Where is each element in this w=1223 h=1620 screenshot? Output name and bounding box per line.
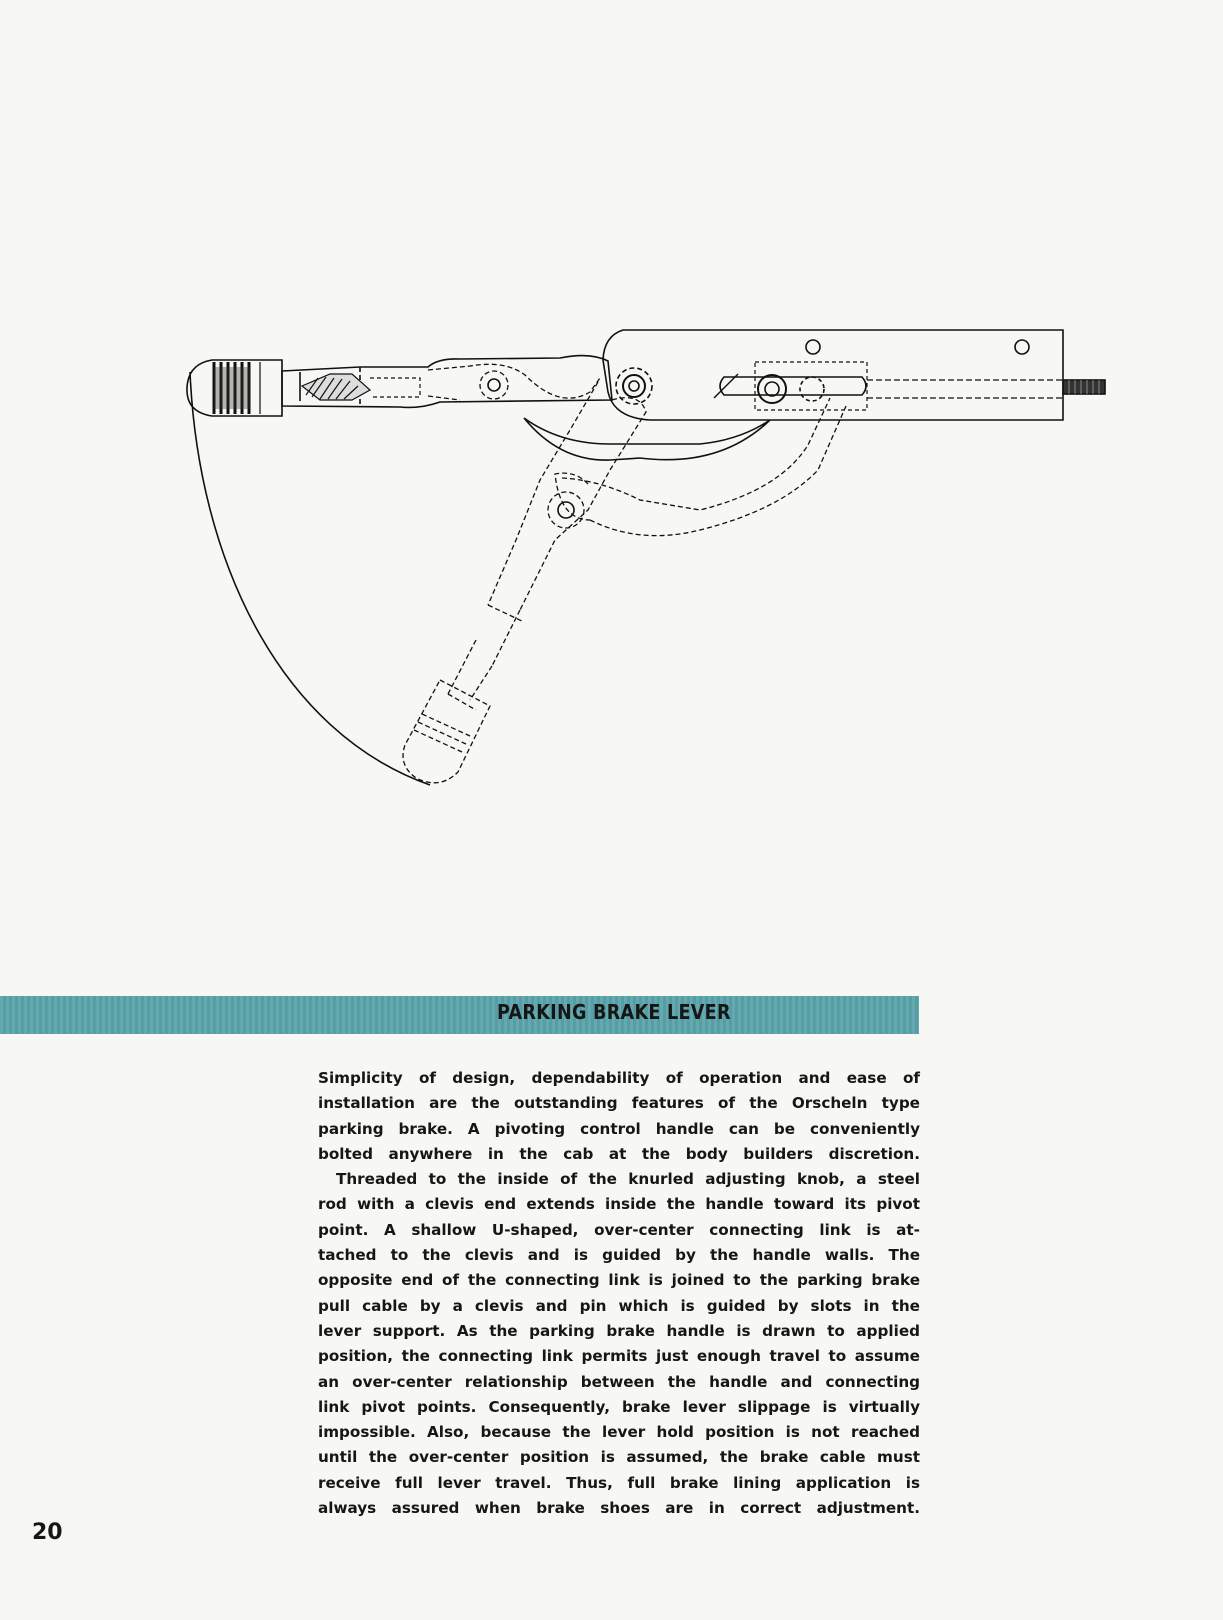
body-line: until the over-center position is assumed, the brake cable must (318, 1448, 920, 1467)
lever-support-bracket (603, 330, 1063, 420)
section-title: PARKING BRAKE LEVER (497, 1000, 731, 1024)
connecting-link (428, 364, 600, 400)
body-line: Threaded to the inside of the knurled adjusting knob, a steel (336, 1170, 920, 1189)
support-mount-hole-1 (806, 340, 820, 354)
support-mount-hole-2 (1015, 340, 1029, 354)
handle-pivot (623, 375, 645, 397)
body-line: Simplicity of design, dependability of operation and ease of (318, 1069, 920, 1087)
body-line: link pivot points. Consequently, brake lever slippage is virtually (318, 1397, 920, 1416)
link-pivot-released (548, 492, 584, 528)
guide-slot (720, 377, 866, 395)
body-line: always assured when brake shoes are in correct adjustment. (318, 1499, 920, 1518)
body-line: tached to the clevis and is guided by the handle walls. The (318, 1246, 920, 1265)
body-line: lever support. As the parking brake handle is drawn to applied (318, 1321, 920, 1340)
body-line: position, the connecting link permits just enough travel to assume (318, 1347, 920, 1366)
body-line: rod with a clevis end extends inside the handle toward its pivot (318, 1195, 920, 1214)
page-number: 20 (32, 1520, 63, 1545)
body-line: receive full lever travel. Thus, full brake lining application is (318, 1473, 920, 1492)
threaded-rod (302, 374, 420, 400)
body-line: an over-center relationship between the handle and connecting (318, 1372, 920, 1391)
handle-swing-arc (190, 372, 430, 785)
body-line: bolted anywhere in the cab at the body builders discretion. (318, 1144, 920, 1163)
body-line: impossible. Also, because the lever hold position is not reached (318, 1423, 920, 1442)
link-pivot-1 (480, 371, 508, 399)
clevis-pin (758, 375, 786, 403)
released-handle-outline (403, 382, 846, 783)
body-line: installation are the outstanding features of the Orscheln type (318, 1094, 920, 1113)
body-line: pull cable by a clevis and pin which is guided by slots in the (318, 1296, 920, 1315)
body-paragraph (318, 1066, 920, 1521)
cable-guide (524, 418, 770, 460)
body-line: opposite end of the connecting link is joined to the parking brake (318, 1271, 920, 1290)
body-line: point. A shallow U-shaped, over-center connecting link is at- (318, 1220, 920, 1239)
body-line: parking brake. A pivoting control handle can be conveniently (318, 1119, 920, 1138)
section-banner (0, 996, 919, 1034)
